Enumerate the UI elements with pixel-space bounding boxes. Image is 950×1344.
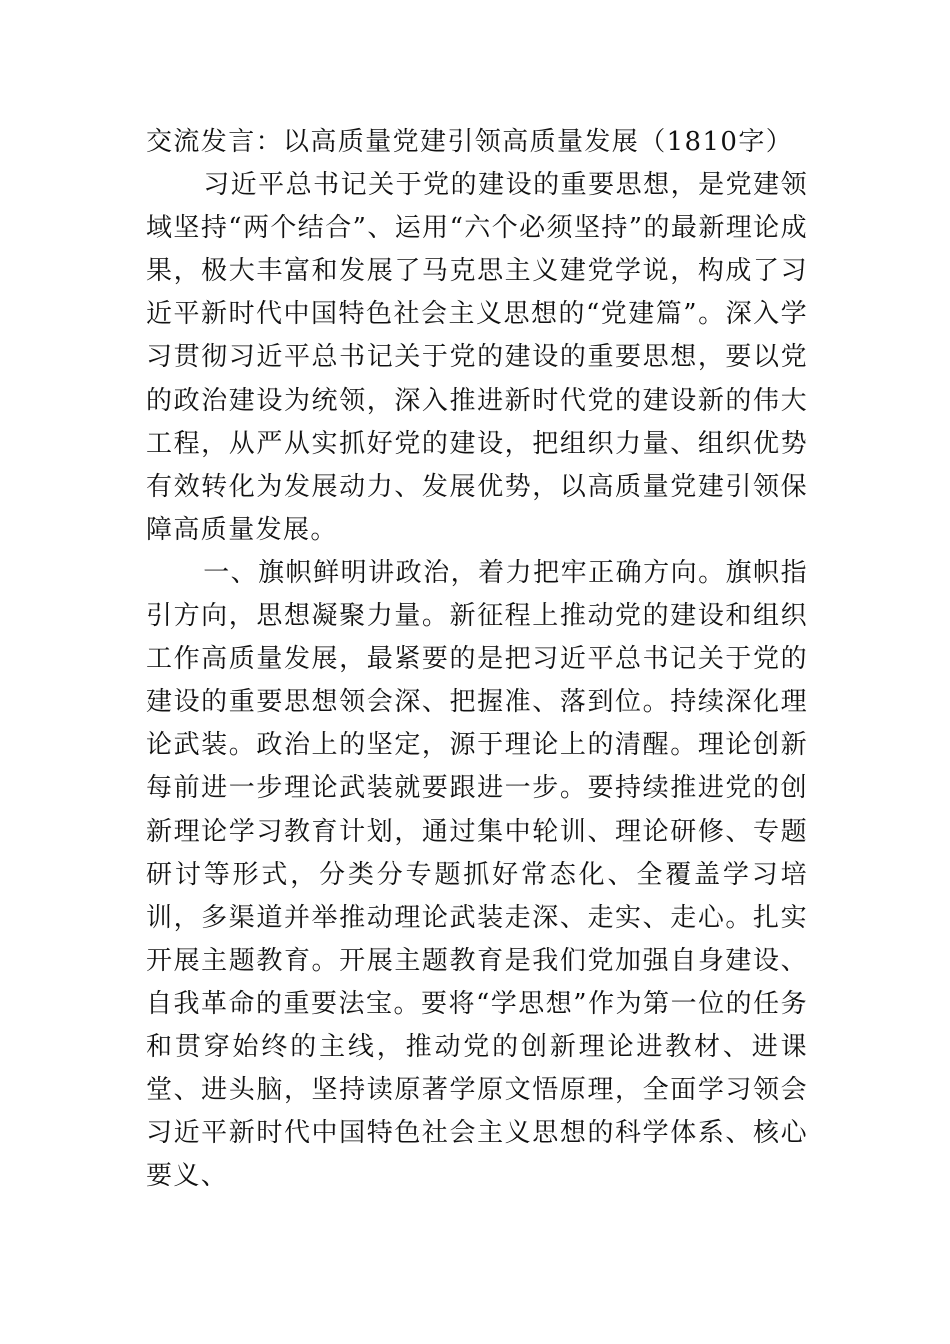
document-body	[146, 121, 808, 1198]
paragraph-section-one: 一、旗帜鲜明讲政治，着力把牢正确方向。旗帜指引方向，思想凝聚力量。新征程上推动党的建设和组织工作高质量发展，最紧要的是把习近平总书记关于党的建设的重要思想领会深、把握准、落到位。持续深化理论武装。政治上的坚定，源于理论上的清醒。理论创新每前进一步理论武装就要跟进一步。要持续推进党的创新理论学习教育计划，通过集中轮训、理论研修、专题研讨等形式，分类分专题抓好常态化、全覆盖学习培训，多渠道并举推动理论武装走深、走实、走心。扎实开展主题教育。开展主题教育是我们党加强自身建设、自我革命的重要法宝。要将“学思想”作为第一位的任务和贯穿始终的主线，推动党的创新理论进教材、进课堂、进头脑，坚持读原著学原文悟原理，全面学习领会习近平新时代中国特色社会主义思想的科学体系、核心要义、	[146, 557, 808, 1192]
paragraph-intro: 习近平总书记关于党的建设的重要思想，是党建领域坚持“两个结合”、运用“六个必须坚持”的最新理论成果，极大丰富和发展了马克思主义建党学说，构成了习近平新时代中国特色社会主义思想的“党建篇”。深入学习贯彻习近平总书记关于党的建设的重要思想，要以党的政治建设为统领，深入推进新时代党的建设新的伟大工程，从严从实抓好党的建设，把组织力量、组织优势有效转化为发展动力、发展优势，以高质量党建引领保障高质量发展。	[146, 170, 808, 545]
document-title: 交流发言：以高质量党建引领高质量发展（1810字）	[146, 127, 794, 157]
